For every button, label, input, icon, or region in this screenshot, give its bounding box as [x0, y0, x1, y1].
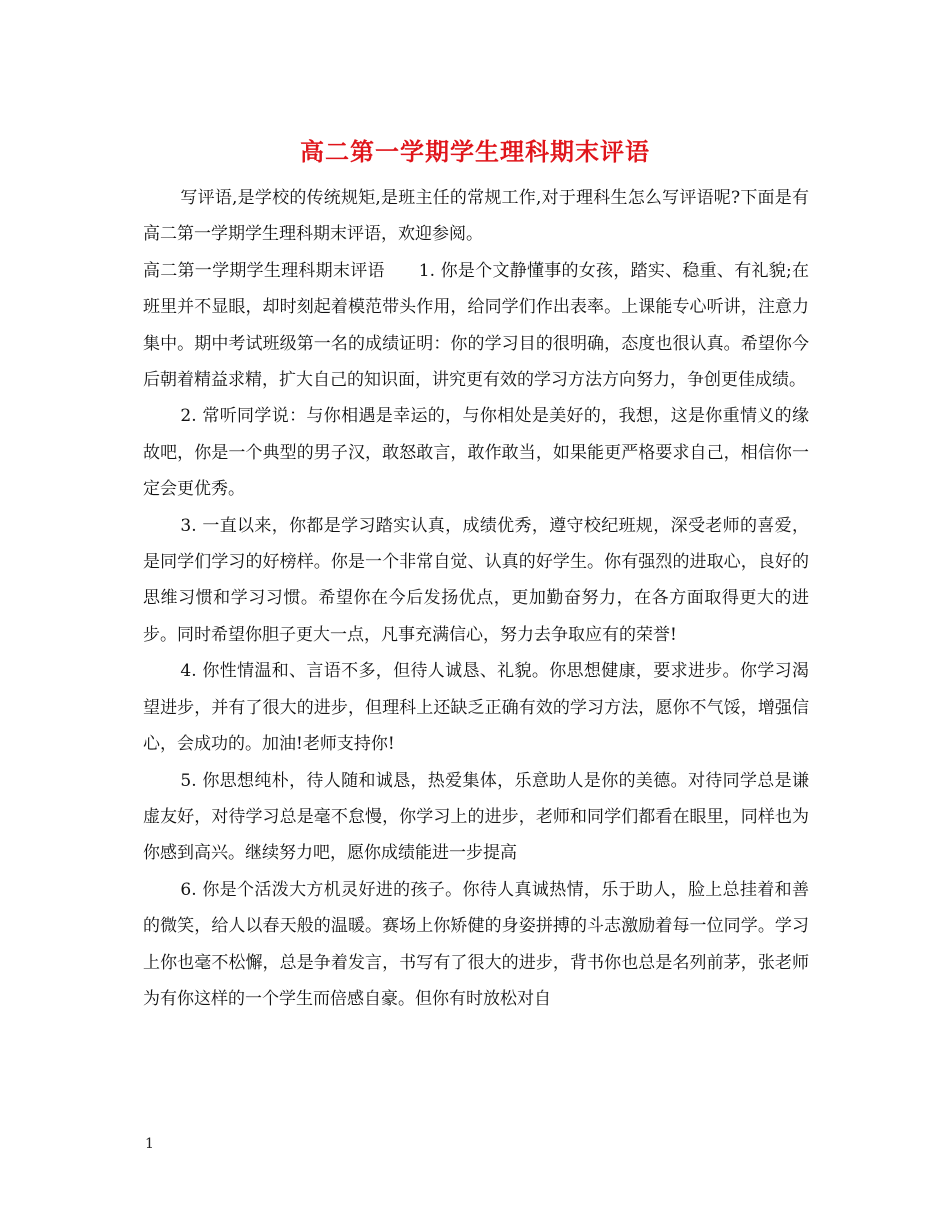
- intro-paragraph: 写评语,是学校的传统规矩,是班主任的常规工作,对于理科生怎么写评语呢?下面是有高二第一学期学生理科期末评语，欢迎参阅。: [143, 188, 809, 245]
- item-paragraph-4: 4. 你性情温和、言语不多，但待人诚恳、礼貌。你思想健康，要求进步。你学习渴望进步，并有了很大的进步，但理科上还缺乏正确有效的学习方法，愿你不气馁，增强信心，会成功的。加油!老师支持你!: [143, 661, 809, 755]
- item-paragraph-6: 6. 你是个活泼大方机灵好进的孩子。你待人真诚热情，乐于助人，脸上总挂着和善的微笑，给人以春天般的温暖。赛场上你矫健的身姿拼搏的斗志激励着每一位同学。学习上你也毫不松懈，总是争着发言，书写有了很大的进步，背书你也总是名列前茅，张老师为有你这样的一个学生而倍感自豪。但你有时放松对自: [143, 879, 809, 1009]
- document-body: [143, 180, 809, 1017]
- item-text-1: 1. 你是个文静懂事的女孩，踏实、稳重、有礼貌;在班里并不显眼，却时刻起着模范带头作用，给同学们作出表率。上课能专心听讲，注意力集中。期中考试班级第一名的成绩证明：你的学习目的很明确，态度也很认真。希望你今后朝着精益求精，扩大自己的知识面，讲究更有效的学习方法方向努力，争创更佳成绩。: [143, 260, 809, 391]
- item-paragraph-1: [143, 253, 809, 399]
- subheading: 高二第一学期学生理科期末评语: [143, 260, 385, 281]
- document-title: 高二第一学期学生理科期末评语: [300, 137, 650, 166]
- item-paragraph-2: 2. 常听同学说：与你相遇是幸运的，与你相处是美好的，我想，这是你重情义的缘故吧，你是一个典型的男子汉，敢怒敢言，敢作敢当，如果能更严格要求自己，相信你一定会更优秀。: [143, 406, 809, 500]
- page-number: 1: [145, 1136, 154, 1152]
- item-paragraph-5: 5. 你思想纯朴，待人随和诚恳，热爱集体，乐意助人是你的美德。对待同学总是谦虚友好，对待学习总是毫不怠慢，你学习上的进步，老师和同学们都看在眼里，同样也为你感到高兴。继续努力吧，愿你成绩能进一步提高: [143, 770, 809, 864]
- item-paragraph-3: 3. 一直以来，你都是学习踏实认真，成绩优秀，遵守校纪班规，深受老师的喜爱，是同学们学习的好榜样。你是一个非常自觉、认真的好学生。你有强烈的进取心，良好的思维习惯和学习习惯。希望你在今后发扬优点，更加勤奋努力，在各方面取得更大的进步。同时希望你胆子更大一点，凡事充满信心，努力去争取应有的荣誉!: [143, 515, 809, 645]
